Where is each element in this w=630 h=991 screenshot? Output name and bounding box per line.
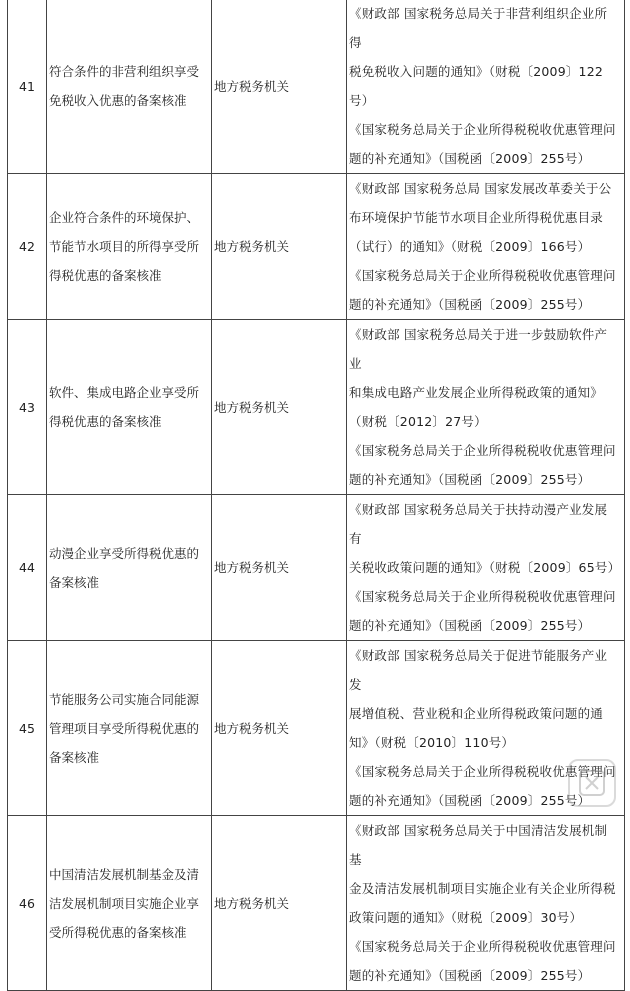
item-name: 企业符合条件的环境保护、 节能节水项目的所得享受所 得税优惠的备案核准: [47, 174, 212, 320]
watermark-logo-icon: [568, 759, 616, 807]
row-number: 41: [8, 0, 47, 174]
policy-basis: 《财政部 国家税务总局关于非营利组织企业所得 税免税收入问题的通知》（财税〔2009〕122号） 《国家税务总局关于企业所得税税收优惠管理问 题的补充通知》（国税函〔2009〕255号）: [347, 0, 625, 174]
policy-basis: 《财政部 国家税务总局关于扶持动漫产业发展有 关税收政策问题的通知》（财税〔2009〕65号） 《国家税务总局关于企业所得税税收优惠管理问 题的补充通知》（国税函〔2009〕255号）: [347, 495, 625, 641]
table-row: [8, 0, 625, 174]
table-row: [8, 641, 625, 816]
item-name: 符合条件的非营利组织享受 免税收入优惠的备案核准: [47, 0, 212, 174]
authority: 地方税务机关: [212, 816, 347, 991]
authority: 地方税务机关: [212, 174, 347, 320]
authority: 地方税务机关: [212, 495, 347, 641]
authority: 地方税务机关: [212, 641, 347, 816]
row-number: 46: [8, 816, 47, 991]
policy-basis: 《财政部 国家税务总局关于进一步鼓励软件产业 和集成电路产业发展企业所得税政策的通知》 （财税〔2012〕27号） 《国家税务总局关于企业所得税税收优惠管理问 题的补充通知》（国税函〔2009〕255号）: [347, 320, 625, 495]
authority: 地方税务机关: [212, 320, 347, 495]
table-row: [8, 495, 625, 641]
item-name: 中国清洁发展机制基金及清 洁发展机制项目实施企业享 受所得税优惠的备案核准: [47, 816, 212, 991]
policy-basis: 《财政部 国家税务总局 国家发展改革委关于公 布环境保护节能节水项目企业所得税优惠目录 （试行）的通知》（财税〔2009〕166号） 《国家税务总局关于企业所得税税收优惠管理问 题的补充通知》（国税函〔2009〕255号）: [347, 174, 625, 320]
table-row: [8, 816, 625, 991]
table-row: [8, 320, 625, 495]
authority: 地方税务机关: [212, 0, 347, 174]
row-number: 45: [8, 641, 47, 816]
item-name: 软件、集成电路企业享受所 得税优惠的备案核准: [47, 320, 212, 495]
policy-table: [7, 0, 625, 991]
item-name: 动漫企业享受所得税优惠的 备案核准: [47, 495, 212, 641]
table-row: [8, 174, 625, 320]
row-number: 43: [8, 320, 47, 495]
policy-basis: 《财政部 国家税务总局关于促进节能服务产业发 展增值税、营业税和企业所得税政策问题的通 知》（财税〔2010〕110号） 《国家税务总局关于企业所得税税收优惠管理问 题的补充通知》（国税函〔2009〕255号）: [347, 641, 625, 816]
row-number: 42: [8, 174, 47, 320]
policy-basis: 《财政部 国家税务总局关于中国清洁发展机制基 金及清洁发展机制项目实施企业有关企业所得税 政策问题的通知》（财税〔2009〕30号） 《国家税务总局关于企业所得税税收优惠管理问 题的补充通知》（国税函〔2009〕255号）: [347, 816, 625, 991]
row-number: 44: [8, 495, 47, 641]
item-name: 节能服务公司实施合同能源 管理项目享受所得税优惠的 备案核准: [47, 641, 212, 816]
